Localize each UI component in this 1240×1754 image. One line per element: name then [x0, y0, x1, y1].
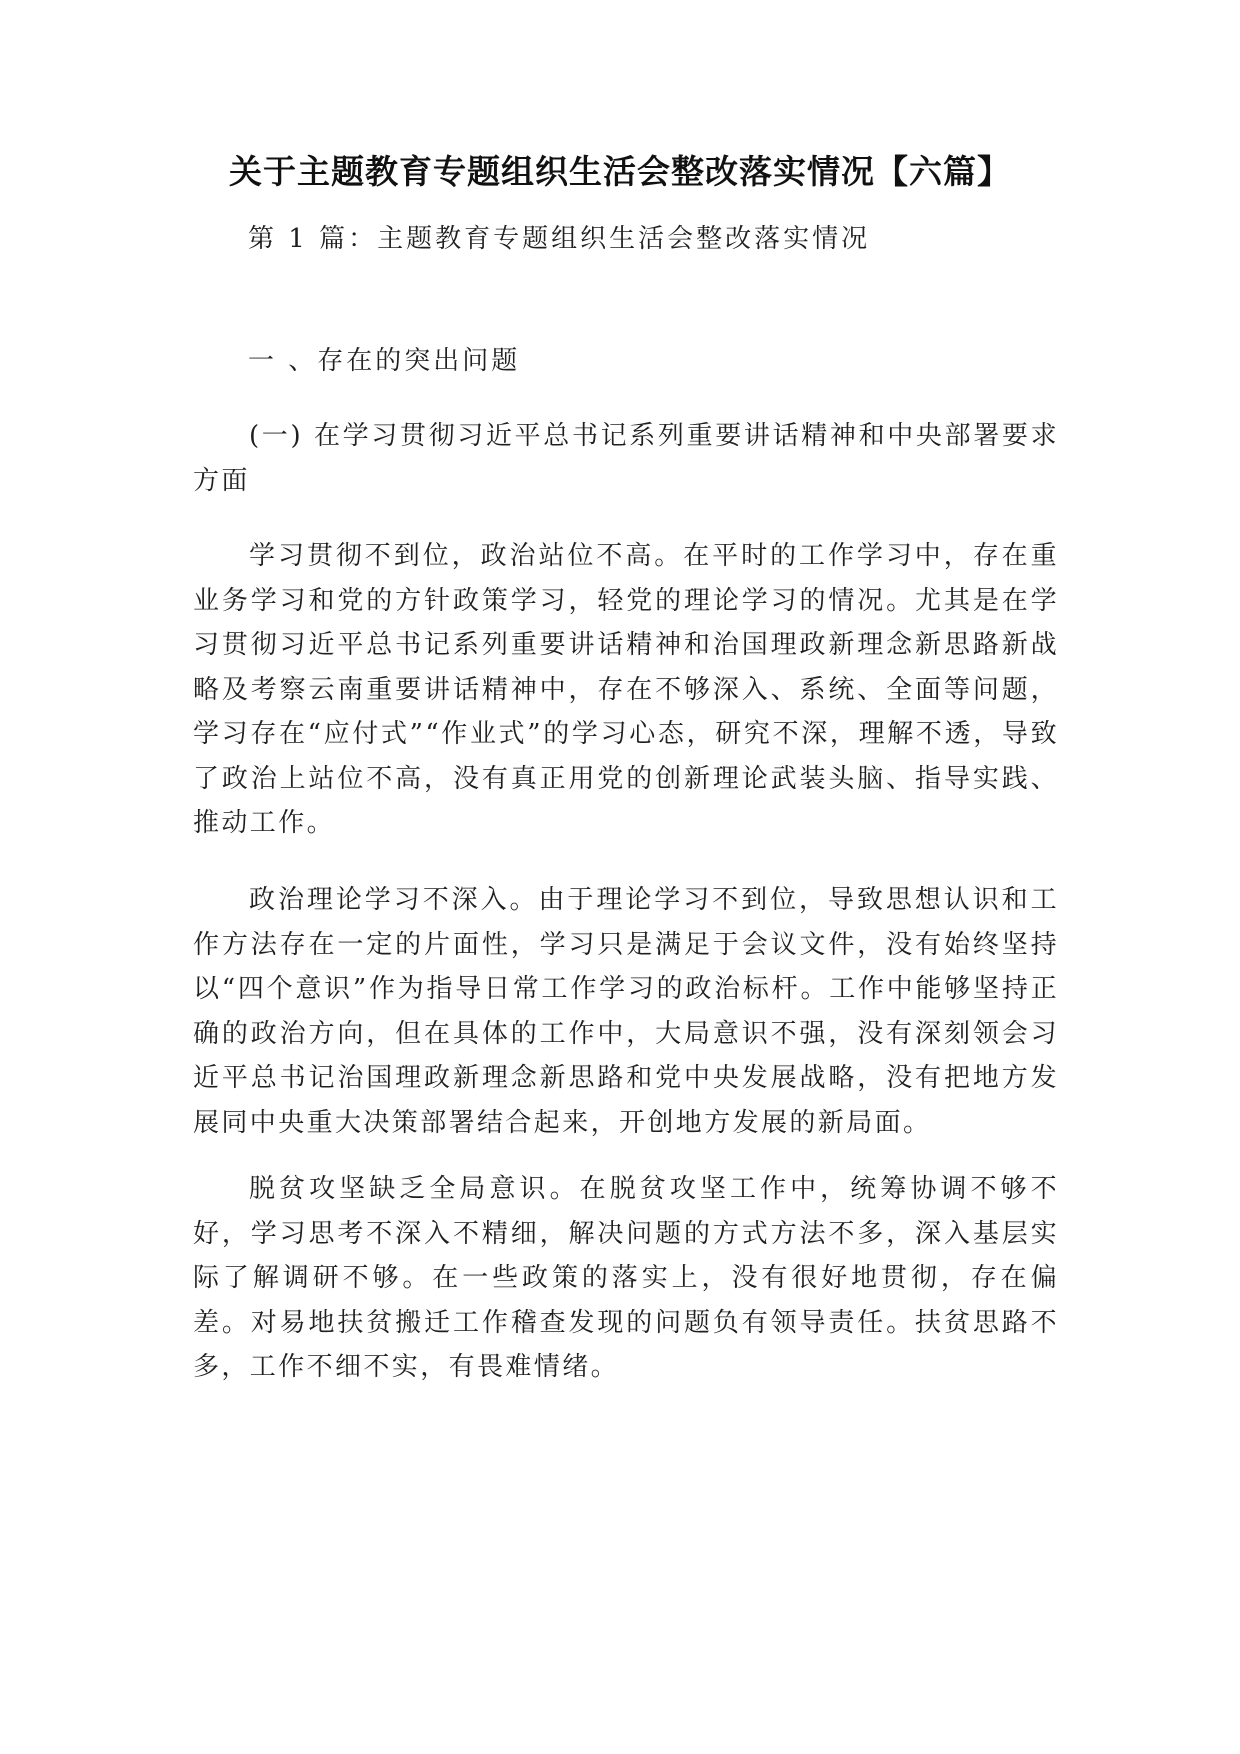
- body-paragraph-3: 脱贫攻坚缺乏全局意识。在脱贫攻坚工作中，统筹协调不够不好，学习思考不深入不精细，解决问题的方式方法不多，深入基层实际了解调研不够。在一些政策的落实上，没有很好地贯彻，存在偏差。对易地扶贫搬迁工作稽查发现的问题负有领导责任。扶贫思路不多，工作不细不实，有畏难情绪。: [193, 1174, 1059, 1382]
- document-title: 关于主题教育专题组织生活会整改落实情况【六篇】: [229, 152, 1011, 191]
- body-paragraph-2: 政治理论学习不深入。由于理论学习不到位，导致思想认识和工作方法存在一定的片面性，学习只是满足于会议文件，没有始终坚持以“四个意识”作为指导日常工作学习的政治标杆。工作中能够坚持正确的政治方向，但在具体的工作中，大局意识不强，没有深刻领会习近平总书记治国理政新理念新思路和党中央发展战略，没有把地方发展同中央重大决策部署结合起来，开创地方发展的新局面。: [193, 885, 1059, 1138]
- section-heading: 一 、存在的突出问题: [248, 346, 521, 376]
- body-paragraph-1: 学习贯彻不到位，政治站位不高。在平时的工作学习中，存在重业务学习和党的方针政策学习，轻党的理论学习的情况。尤其是在学习贯彻习近平总书记系列重要讲话精神和治国理政新理念新思路新战略及考察云南重要讲话精神中，存在不够深入、系统、全面等问题，学习存在“应付式”“作业式”的学习心态，研究不深，理解不透，导致了政治上站位不高，没有真正用党的创新理论武装头脑、指导实践、推动工作。: [193, 541, 1059, 838]
- subsection-heading: (一) 在学习贯彻习近平总书记系列重要讲话精神和中央部署要求方面: [193, 421, 1059, 496]
- chapter-heading: 第 1 篇：主题教育专题组织生活会整改落实情况: [248, 224, 871, 254]
